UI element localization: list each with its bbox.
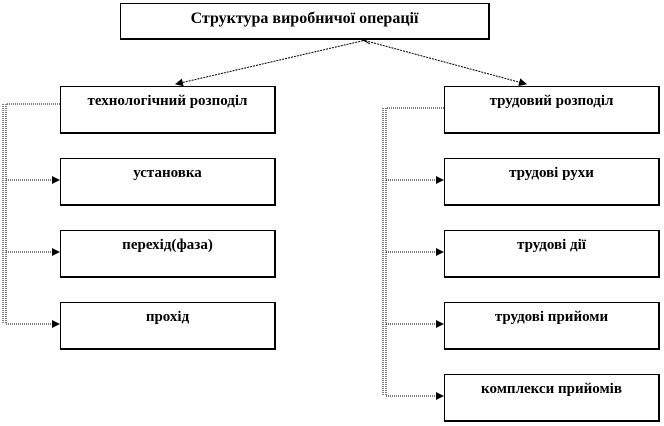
left-header-box xyxy=(60,86,276,134)
right-item-label-4: комплекси прийомів xyxy=(481,381,622,397)
right-item-label-2: трудові дії xyxy=(517,237,586,253)
title-to-left-arrow xyxy=(176,40,366,84)
right-header-label: трудовий розподіл xyxy=(489,93,614,109)
right-item-box-2 xyxy=(444,230,660,278)
left-header-label: технологічний розподіл xyxy=(87,93,248,109)
right-header-box xyxy=(444,86,660,134)
left-item-label-2: перехід(фаза) xyxy=(122,237,213,253)
right-item-box-1 xyxy=(444,158,660,206)
left-spine xyxy=(6,104,60,324)
title-label: Структура виробничої операції xyxy=(190,10,419,27)
left-item-box-1 xyxy=(60,158,276,206)
left-item-box-3 xyxy=(60,302,276,350)
title-to-right-arrow xyxy=(348,36,526,84)
right-item-box-3 xyxy=(444,302,660,350)
right-item-label-1: трудові рухи xyxy=(509,165,594,181)
right-item-label-3: трудові прийоми xyxy=(494,309,609,325)
title-box xyxy=(120,3,490,40)
left-item-label-1: установка xyxy=(133,165,202,181)
left-item-box-2 xyxy=(60,230,276,278)
left-item-label-3: прохід xyxy=(145,309,190,325)
right-item-box-4 xyxy=(444,374,660,422)
